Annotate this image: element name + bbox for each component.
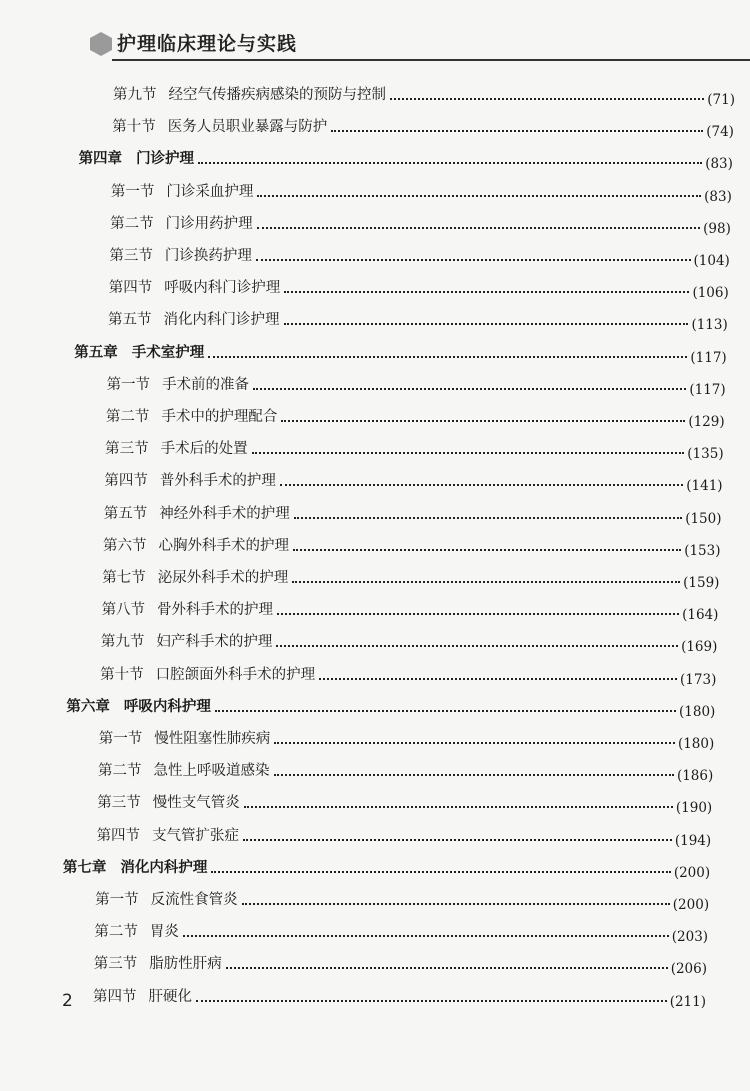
dot-leader: [281, 420, 685, 422]
dot-leader: [276, 645, 678, 647]
toc-section-row: [96, 821, 712, 849]
toc-entry-number: 第四节: [108, 280, 153, 297]
toc-entry-page: (135): [687, 446, 724, 463]
toc-entry-number: 第九节: [113, 87, 157, 103]
dot-leader: [284, 323, 689, 325]
toc-section-row: [106, 370, 726, 398]
header-rule: [112, 59, 750, 61]
toc-entry-number: 第九节: [100, 634, 145, 651]
toc-entry-title: 神经外科手术的护理: [159, 505, 290, 522]
toc-entry-number: 第四节: [96, 827, 141, 844]
toc-entry-number: 第十节: [112, 119, 156, 136]
toc-section-row: [93, 949, 708, 978]
toc-entry-page: (71): [707, 92, 735, 108]
dot-leader: [242, 903, 670, 905]
toc-entry-page: (180): [677, 736, 715, 752]
toc-entry-title: 经空气传播疾病感染的预防与控制: [168, 87, 386, 103]
toc-entry-page: (141): [686, 478, 723, 495]
toc-entry-number: 第六章: [66, 697, 110, 715]
toc-section-row: [110, 209, 731, 237]
toc-entry-page: (106): [692, 285, 729, 302]
toc-entry-title: 门诊护理: [136, 150, 195, 168]
toc-entry-title: 门诊用药护理: [165, 215, 253, 232]
toc-entry-page: (83): [704, 188, 732, 205]
dot-leader: [244, 806, 673, 808]
toc-entry-title: 泌尿外科手术的护理: [157, 570, 289, 586]
toc-entry-number: 第四节: [93, 988, 137, 1005]
toc-entry-number: 第三节: [109, 248, 153, 264]
dot-leader: [196, 1000, 667, 1002]
toc-entry-number: 第二节: [105, 409, 150, 425]
toc-entry-page: (98): [703, 220, 731, 237]
toc-entry-page: (190): [675, 800, 713, 817]
toc-section-row: [103, 499, 722, 527]
toc-entry-title: 消化内科门诊护理: [163, 312, 280, 329]
toc-entry-title: 慢性阻塞性肺疾病: [154, 731, 271, 747]
toc-entry-page: (74): [706, 124, 734, 141]
toc-entry-page: (180): [679, 703, 716, 720]
dot-leader: [331, 130, 703, 132]
toc-entry-page: (117): [689, 381, 726, 398]
toc-entry-title: 骨外科手术的护理: [157, 602, 274, 619]
toc-entry-number: 第一节: [110, 183, 155, 200]
toc-section-row: [109, 241, 730, 269]
toc-entry-page: (153): [684, 542, 721, 559]
toc-entry-page: (164): [682, 607, 719, 624]
toc-entry-number: 第七章: [62, 858, 107, 876]
toc-entry-number: 第二节: [94, 924, 138, 941]
book-title: 护理临床理论与实践: [117, 33, 298, 55]
toc-entry-title: 消化内科护理: [120, 858, 208, 876]
dot-leader: [292, 581, 680, 583]
dot-leader: [256, 259, 691, 261]
dot-leader: [390, 98, 704, 100]
toc-entry-title: 手术室护理: [131, 343, 205, 361]
toc-entry-number: 第八节: [101, 602, 146, 619]
toc-entry-title: 呼吸内科门诊护理: [164, 280, 281, 297]
toc-entry-page: (150): [685, 510, 722, 527]
dot-leader: [274, 742, 675, 744]
toc-entry-page: (83): [705, 156, 733, 173]
toc-entry-page: (206): [670, 961, 708, 978]
toc-entry-number: 第十节: [100, 666, 144, 683]
toc-entry-page: (186): [676, 768, 714, 785]
toc-entry-number: 第一节: [98, 731, 143, 747]
dot-leader: [284, 291, 689, 293]
toc-chapter-row: [66, 692, 716, 720]
toc-entry-title: 支气管扩张症: [152, 827, 240, 844]
toc-section-row: [94, 917, 709, 946]
toc-entry-title: 门诊换药护理: [164, 248, 252, 264]
dot-leader: [294, 517, 683, 519]
toc-entry-number: 第三节: [93, 956, 138, 973]
toc-section-row: [113, 80, 735, 108]
toc-section-row: [102, 563, 720, 591]
toc-entry-number: 第五节: [108, 312, 152, 329]
toc-entry-number: 第五章: [74, 343, 118, 361]
toc-entry-title: 妇产科手术的护理: [156, 634, 273, 651]
hexagon-icon: [88, 31, 114, 57]
toc-section-row: [112, 112, 734, 141]
dot-leader: [319, 678, 677, 680]
dot-leader: [280, 484, 683, 486]
toc-entry-number: 第七节: [102, 570, 146, 586]
toc-entry-number: 第四节: [104, 473, 148, 490]
dot-leader: [226, 967, 668, 969]
toc-chapter-row: [74, 338, 727, 366]
toc-section-row: [98, 756, 714, 785]
toc-entry-number: 第二节: [110, 215, 154, 232]
toc-section-row: [101, 595, 719, 624]
toc-section-row: [108, 305, 728, 334]
toc-section-row: [104, 466, 723, 495]
dot-leader: [215, 710, 676, 712]
toc-entry-title: 手术前的准备: [162, 376, 250, 393]
dot-leader: [257, 227, 700, 229]
toc-entry-title: 门诊采血护理: [166, 183, 254, 200]
toc-entry-number: 第三节: [105, 441, 149, 458]
toc-entry-page: (194): [674, 832, 712, 849]
dot-leader: [183, 935, 669, 937]
toc-entry-page: (129): [688, 414, 725, 430]
toc-entry-title: 手术中的护理配合: [161, 409, 278, 425]
dot-leader: [198, 162, 702, 164]
dot-leader: [252, 452, 685, 454]
dot-leader: [211, 871, 670, 873]
toc-entry-page: (211): [669, 993, 706, 1010]
toc-entry-title: 急性上呼吸道感染: [153, 763, 270, 780]
toc-section-row: [103, 531, 721, 559]
toc-chapter-row: [62, 853, 711, 881]
toc-entry-page: (113): [691, 317, 728, 334]
toc-entry-number: 第二节: [98, 763, 142, 780]
toc-entry-title: 手术后的处置: [160, 441, 248, 458]
toc-section-row: [110, 177, 732, 205]
toc-entry-title: 肝硬化: [148, 988, 192, 1005]
dot-leader: [257, 195, 701, 197]
dot-leader: [274, 774, 674, 776]
toc-entry-page: (104): [693, 253, 730, 269]
toc-section-row: [93, 982, 706, 1010]
toc-entry-page: (117): [690, 349, 727, 366]
dot-leader: [277, 613, 679, 615]
toc-section-row: [98, 724, 715, 752]
running-header: [0, 0, 750, 62]
dot-leader: [208, 356, 687, 358]
toc-entry-number: 第一节: [106, 376, 151, 393]
toc-section-row: [105, 434, 724, 463]
toc-entry-title: 普外科手术的护理: [159, 473, 276, 490]
toc-entry-number: 第三节: [97, 795, 141, 812]
toc-entry-page: (200): [673, 864, 711, 881]
toc-entry-number: 第六节: [103, 537, 147, 554]
toc-entry-title: 医务人员职业暴露与防护: [167, 119, 328, 136]
toc-section-row: [100, 627, 718, 656]
toc-chapter-row: [78, 144, 733, 173]
toc-entry-number: 第五节: [103, 505, 148, 522]
toc-section-row: [105, 402, 725, 430]
toc-entry-title: 口腔颌面外科手术的护理: [155, 666, 316, 683]
toc-entry-page: (203): [671, 929, 709, 946]
toc-entry-page: (200): [672, 897, 710, 913]
toc-entry-number: 第四章: [78, 150, 123, 168]
page-number: 2: [62, 991, 73, 1011]
dot-leader: [293, 549, 681, 551]
toc-entry-page: (169): [681, 639, 718, 656]
toc-section-row: [95, 885, 710, 913]
toc-entry-page: (159): [683, 575, 720, 591]
toc-entry-title: 心胸外科手术的护理: [158, 537, 289, 554]
toc-entry-title: 呼吸内科护理: [123, 697, 211, 715]
dot-leader: [253, 388, 686, 390]
toc-section-row: [108, 273, 729, 302]
toc-entry-number: 第一节: [95, 892, 139, 908]
toc-entry-title: 慢性支气管炎: [152, 795, 240, 812]
toc-section-row: [100, 660, 717, 688]
dot-leader: [243, 839, 672, 841]
toc-entry-page: (173): [680, 671, 717, 688]
toc-entry-title: 反流性食管炎: [150, 892, 238, 908]
toc-section-row: [97, 788, 713, 817]
toc-entry-title: 脂肪性肝病: [149, 956, 222, 973]
toc-entry-title: 胃炎: [149, 924, 179, 941]
